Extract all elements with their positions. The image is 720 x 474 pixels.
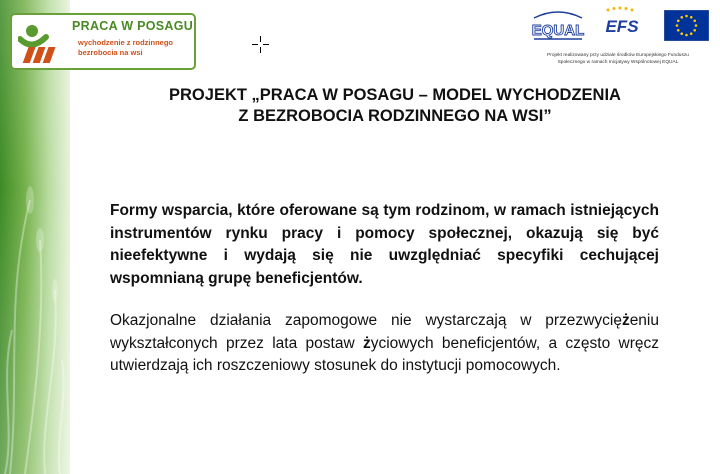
- paragraph-support-forms: Formy wsparcia, które oferowane są tym rodzinom, w ramach istniejących instrumentów rynku pracy i pomocy społecznej, okazują się być nieefektywne i wydają się nie uwzględniać specyfiki cechującej wspomnianą grupę beneficjentów.: [110, 202, 659, 287]
- logo-subtitle-line2: bezrobocia na wsi: [78, 48, 143, 57]
- paragraph2-highlight2: ż: [362, 334, 371, 352]
- crosshair-cursor-icon: [252, 36, 269, 53]
- equal-logo-icon: [528, 8, 588, 44]
- page-title: [110, 85, 680, 127]
- paragraph2-highlight1: ż: [621, 312, 630, 329]
- praca-w-posagu-logo: [10, 13, 196, 70]
- eu-flag-icon: [664, 10, 709, 41]
- paragraph2-part1: Okazjonalne działania zapomogowe nie wystarczają w przezwycię: [110, 312, 622, 329]
- logo-subtitle-line1: wychodzenie z rodzinnego: [78, 38, 174, 47]
- paragraph2-part3: yciowych beneficjentów, a często wręcz utwierdzają ich roszczeniowy stosunek do instytucji pomocowych.: [110, 334, 660, 374]
- funding-note: [525, 52, 711, 66]
- efs-logo-icon: [598, 6, 646, 44]
- praca-w-posagu-logo-icon: [18, 21, 64, 63]
- paragraph2-part2: eniu wykształconych przez lata postaw: [110, 312, 659, 352]
- page-title-line1: PROJEKT „PRACA W POSAGU – MODEL WYCHODZENIA: [169, 86, 621, 104]
- efs-logo-text: EFS: [605, 17, 639, 36]
- equal-logo-text: EQUAL: [531, 22, 585, 39]
- side-grass-panel: [0, 0, 70, 474]
- logo-title: PRACA W POSAGU: [72, 19, 194, 33]
- paragraph-occasional-aid: [110, 310, 659, 378]
- funding-note-line1: Projekt realizowany przy udziale środków Europejskiego Funduszu: [547, 53, 689, 58]
- page-title-line2: Z BEZROBOCIA RODZINNEGO NA WSI”: [238, 107, 552, 125]
- funding-note-line2: Społecznego w ramach Inicjatywy Wspólnotowej EQUAL: [557, 60, 679, 65]
